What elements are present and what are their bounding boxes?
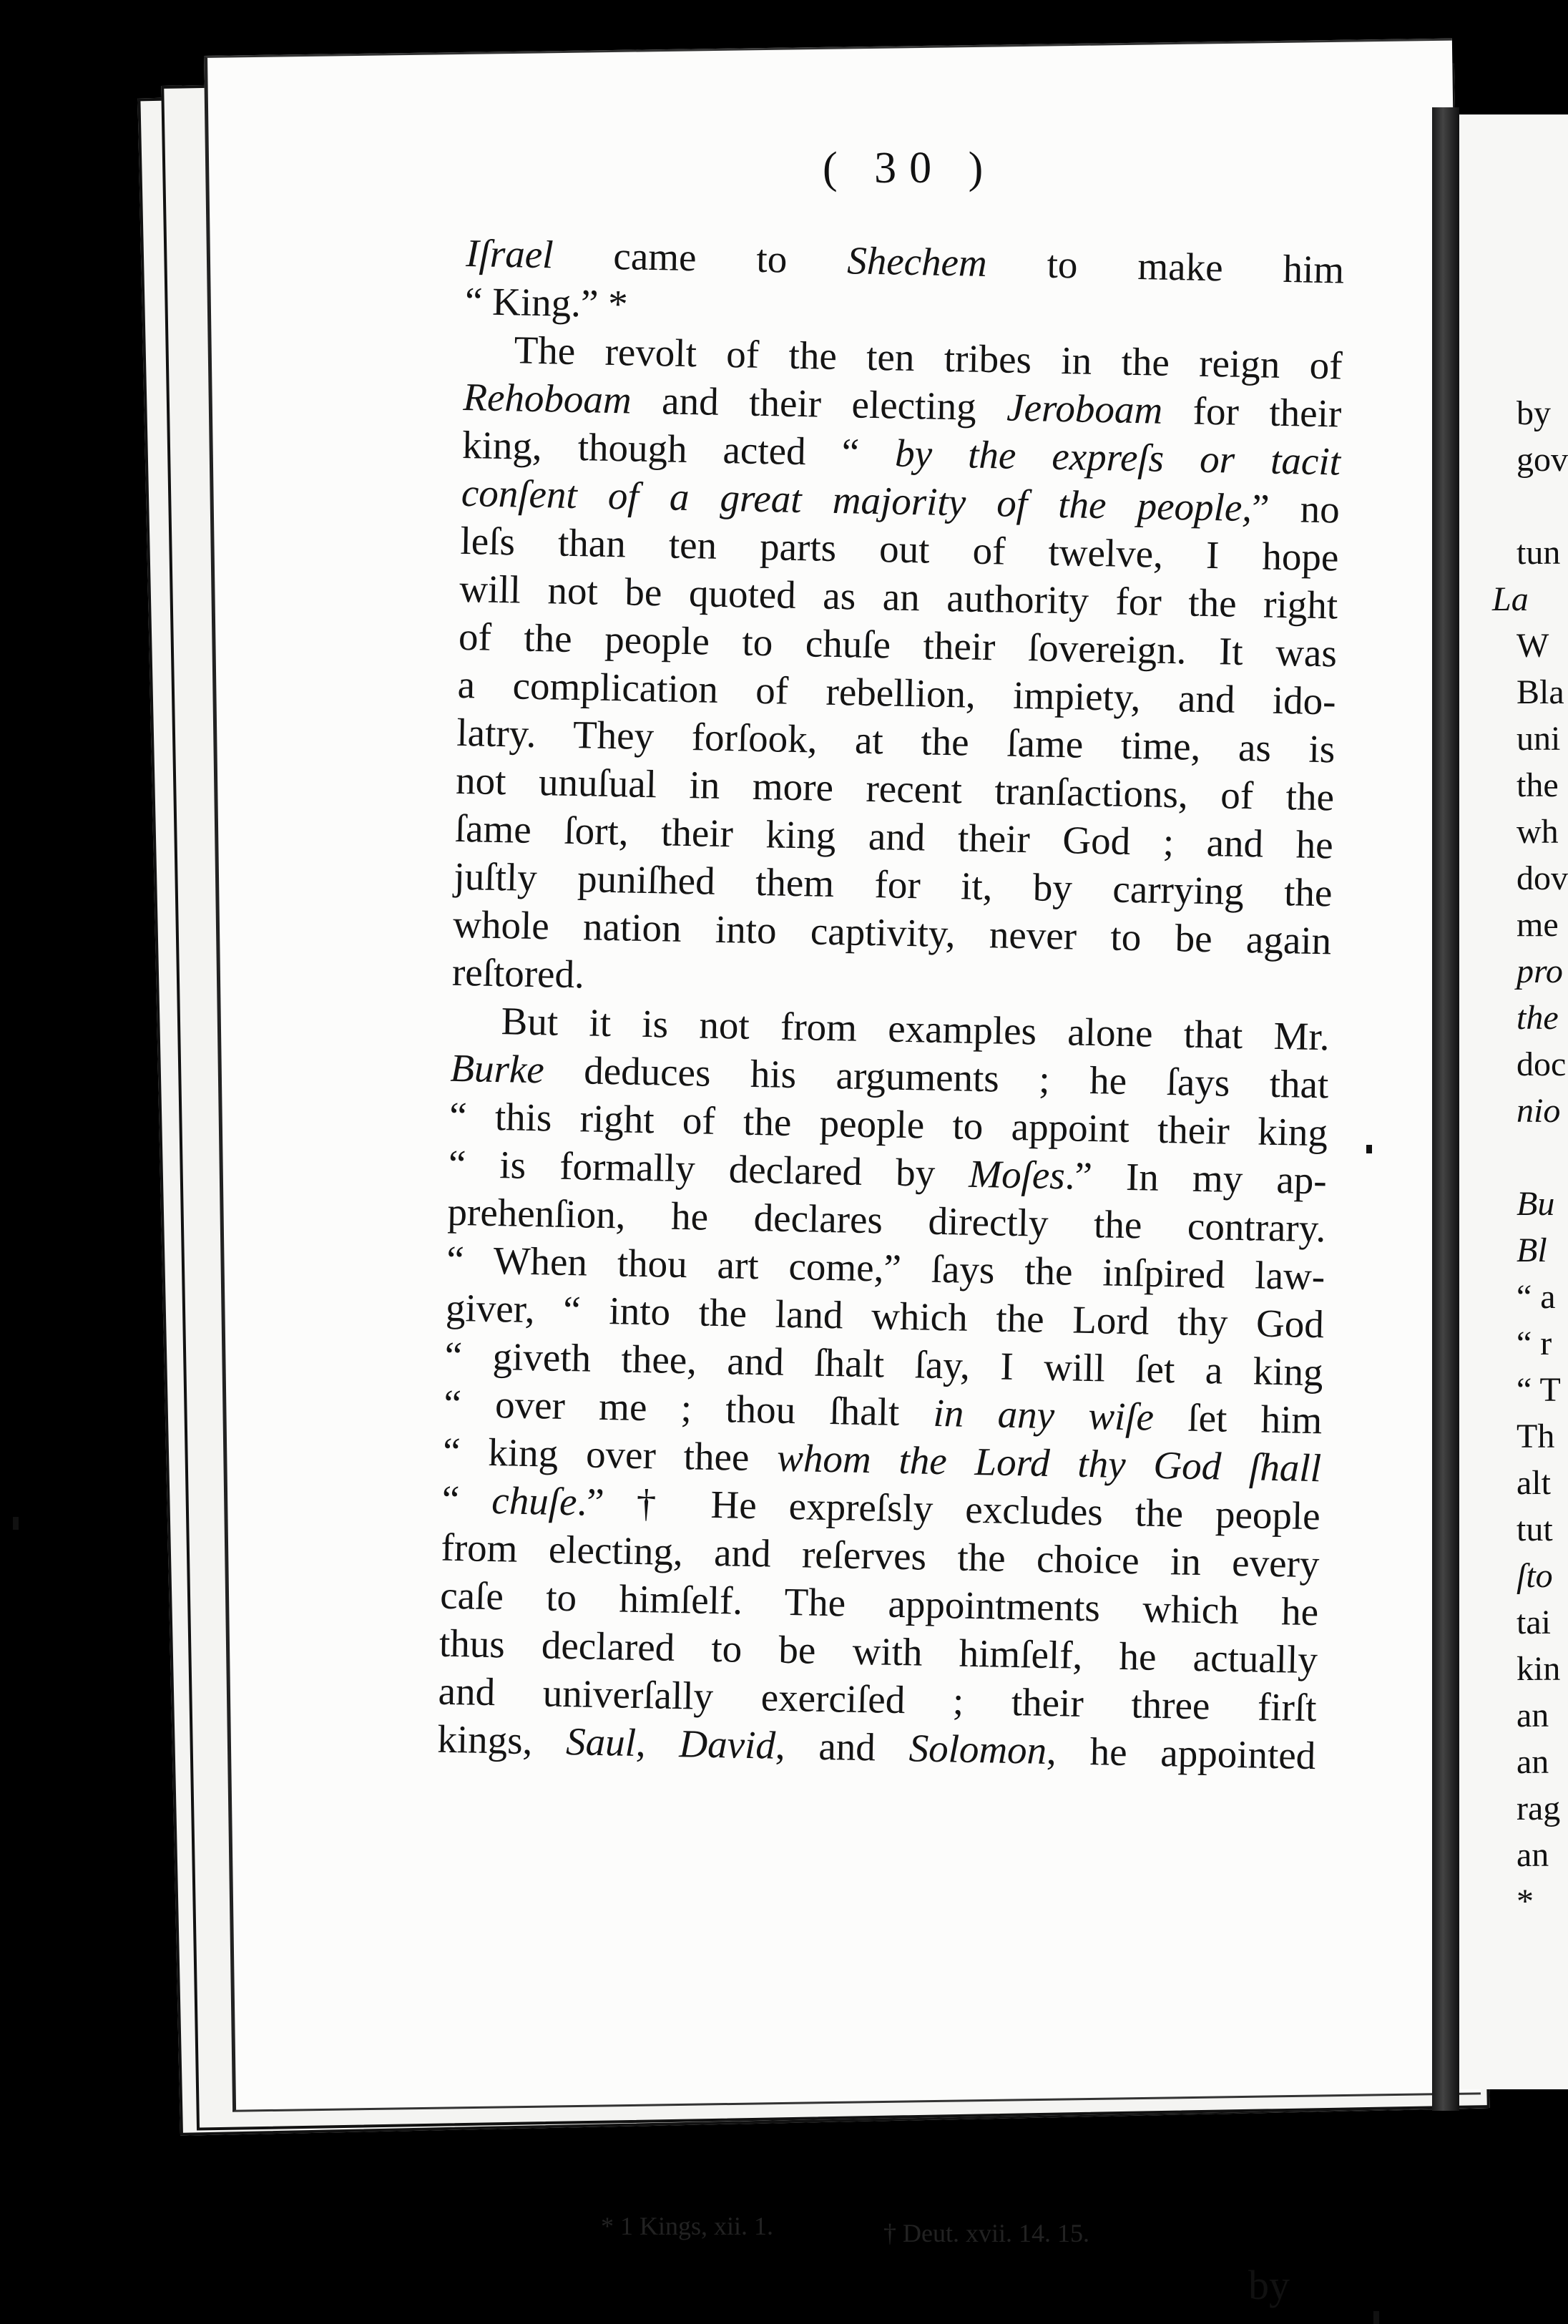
text-run: and their electing <box>631 378 1007 429</box>
text-run: not unuſual in more recent tranſactions, of the <box>455 758 1335 819</box>
facing-page-text: uni <box>1516 720 1561 758</box>
text-run: prehenſion, he declares directly the contrary. <box>447 1189 1326 1251</box>
text-run: “ is formally declared by <box>448 1141 969 1196</box>
text-run: a complication of rebellion, impiety, and ido- <box>457 662 1337 723</box>
facing-page-text: nio <box>1516 1092 1561 1130</box>
text-run: king, though acted “ <box>461 422 896 475</box>
book-gutter <box>1432 107 1459 2111</box>
text-run: caſe to himſelf. The appointments which he <box>439 1573 1319 1634</box>
text-run: But it is not from examples alone that Mr. <box>501 999 1331 1059</box>
facing-page-text: me <box>1516 906 1559 944</box>
text-run: kings, <box>436 1717 567 1764</box>
italic-text: Burke <box>449 1045 545 1092</box>
text-run: “ King.” * <box>464 278 629 326</box>
facing-page-text: tun <box>1516 534 1561 572</box>
text-run: giver, “ into the land which the Lord thy God <box>445 1285 1325 1347</box>
text-run: , and <box>775 1723 910 1770</box>
text-run: thus declared to be with himſelf, he actually <box>438 1621 1318 1682</box>
facing-page-text: rag <box>1516 1790 1561 1827</box>
facing-page-text: “ a <box>1516 1278 1556 1316</box>
facing-page-text: W <box>1516 627 1549 665</box>
footnote-kings: * 1 Kings, xii. 1. <box>601 2212 774 2240</box>
facing-page-text: ſto <box>1516 1557 1553 1595</box>
italic-text: Rehoboam <box>462 374 632 422</box>
text-run: leſs than ten parts out of twelve, I hope <box>460 518 1339 580</box>
italic-text: in any wiſe <box>932 1390 1155 1439</box>
facing-page-text: La <box>1492 580 1529 618</box>
catchword: by <box>1248 2262 1290 2308</box>
facing-page-text: alt <box>1516 1464 1551 1502</box>
text-run: “ over me ; thou ſhalt <box>443 1381 934 1435</box>
facing-page-text: “ r <box>1516 1324 1552 1362</box>
facing-page-text: an <box>1516 1836 1549 1874</box>
italic-text: Solomon <box>908 1726 1047 1772</box>
facing-page-text: an <box>1516 1743 1549 1781</box>
facing-page-text: doc <box>1516 1045 1567 1083</box>
text-run: The revolt of the ten tribes in the reign of <box>514 328 1343 388</box>
facing-page-text: * <box>1516 1883 1534 1920</box>
facing-page-text: wh <box>1516 813 1559 851</box>
text-run: latry. They forſook, at the ſame time, as is <box>456 710 1336 771</box>
facing-page-fragment <box>1459 114 1568 2089</box>
text-run: reſtored. <box>451 949 585 997</box>
scan-speck <box>13 1517 19 1530</box>
text-run: will not be quoted as an authority for the right <box>459 566 1338 628</box>
italic-text: Jeroboam <box>1006 385 1163 432</box>
italic-text: Shechem <box>846 238 988 285</box>
text-run: for their <box>1162 388 1342 436</box>
facing-page-text: dov <box>1516 859 1568 897</box>
text-run: whole nation into captivity, never to be again <box>452 902 1332 963</box>
facing-page-text: Bla <box>1516 673 1564 711</box>
text-run: , <box>635 1720 680 1766</box>
text-run: “ this right of the people to appoint their king <box>449 1093 1328 1155</box>
italic-text: Moſes <box>968 1151 1066 1198</box>
italic-text: by the expreſs or tacit <box>894 431 1341 484</box>
body-text <box>437 229 1345 1779</box>
text-run: ” no <box>1251 486 1341 532</box>
italic-text: Iſrael <box>465 230 554 277</box>
facing-page-text: kin <box>1516 1650 1561 1688</box>
facing-page-text: the <box>1516 999 1559 1037</box>
italic-text: chuſe <box>491 1478 578 1524</box>
text-run: “ king over thee <box>442 1429 778 1480</box>
facing-page-text: the <box>1516 766 1559 804</box>
text-run: to make him <box>986 240 1345 292</box>
footnote-deut: † Deut. xvii. 14. 15. <box>883 2219 1089 2247</box>
page-number: ( 30 ) <box>823 144 996 192</box>
facing-page-text: gov <box>1516 441 1568 479</box>
text-run: .” In my ap- <box>1064 1153 1328 1203</box>
italic-text: whom the Lord thy God ſhall <box>776 1435 1322 1490</box>
text-run: juſtly puniſhed them for it, by carrying the <box>454 854 1333 915</box>
italic-text: conſent of a great majority of the people, <box>461 470 1253 530</box>
facing-page-text: Bu <box>1516 1185 1555 1223</box>
text-run: from electing, and reſerves the choice in every <box>441 1525 1320 1586</box>
italic-text: Saul <box>565 1719 637 1764</box>
text-run: “ <box>441 1477 492 1523</box>
text-run: , he appointed <box>1046 1728 1316 1778</box>
facing-page-text: pro <box>1516 952 1563 990</box>
scan-speck <box>1366 1145 1372 1153</box>
text-run: of the people to chuſe their ſovereign. It was <box>458 614 1338 675</box>
facing-page-text: by <box>1516 394 1551 432</box>
text-run: .” † He expreſsly excludes the people <box>576 1480 1321 1538</box>
scan-speck <box>1373 2311 1379 2324</box>
text-run: ſet him <box>1153 1395 1323 1442</box>
text-run: and univerſally exerciſed ; their three firſt <box>438 1669 1318 1730</box>
facing-page-text: Bl <box>1516 1231 1547 1269</box>
facing-page-text: an <box>1516 1696 1549 1734</box>
facing-page-text: Th <box>1516 1417 1555 1455</box>
facing-page-text: “ T <box>1516 1371 1561 1409</box>
facing-page-text: tai <box>1516 1603 1551 1641</box>
text-run: “ giveth thee, and ſhalt ſay, I will ſet a king <box>444 1333 1324 1395</box>
text-run: deduces his arguments ; he ſays that <box>544 1048 1329 1107</box>
facing-page-text: tut <box>1516 1510 1553 1548</box>
text-run: ſame ſort, their king and their God ; and he <box>454 806 1334 867</box>
italic-text: David <box>678 1722 776 1767</box>
text-run: came to <box>552 233 848 283</box>
text-run: “ When thou art come,” ſays the inſpired law- <box>446 1237 1326 1299</box>
